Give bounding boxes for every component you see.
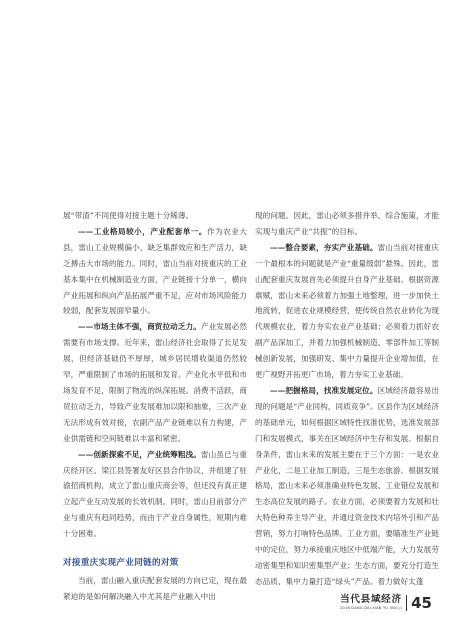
section-heading: 对接重庆实现产业同链的对策 [63, 558, 179, 569]
page-number: 45 [411, 594, 432, 612]
paragraph: 现的问题。因此，雷山必须多措并举、综合施策，才能实现与重庆产业“共振”的目标。 [255, 211, 439, 236]
paragraph [63, 447, 247, 542]
magazine-brand [340, 594, 402, 611]
paragraph-body: 雷山当前对接重庆一个最根本的问题就是产业“重量级弱”悬殊。因此，雷山配套重庆发展首先必须提升自身产业基础。根据资源禀赋，雷山未来必须着力加强土地整理，进一步加快土地流转，促进农业规模经营，使传统自然农业转化为现代规模农业，着力夯实农业产业基础；必须着力抓好农副产品深加工，并着力加强机械制造、零部件加工等制械创新发展，加强研发、集中力量提升企业增加值，在更广视野开拓更广市场，着力夯实工业基础。 [255, 242, 440, 380]
paragraph: 展“带渣”不同使得对接主题十分稀薄。 [63, 211, 194, 220]
paragraph-body: 雷山虽已与重庆经开区、梁江县签署友好区县合作协议，并组建了驻渝招商机构，成立了雷山重庆商会等，但还没有真正建立起产业互动发展的长效机制。同时，雷山目前部分产业与重庆有趋同趋势，而由于产业自身属性，短期内难十分困难。 [63, 449, 247, 539]
magazine-subtitle: 2016 DANG DAI XIAN YU JING JI [340, 606, 402, 610]
right-column [255, 208, 439, 590]
paragraph [255, 240, 439, 383]
footer-divider [406, 595, 407, 611]
paragraph [255, 383, 439, 590]
paragraph-lead: ——市场主体不强，商贸拉动乏力。 [78, 322, 201, 332]
left-column [63, 208, 247, 605]
paragraph: 当前，雷山融入重庆配套发展的方向已定，现在最紧迫的是如何解决融入中尤其是产业融入中出 [63, 576, 247, 601]
paragraph-lead: ——把握格局，找准发展定位。 [270, 385, 378, 395]
paragraph-lead: ——工业格局较小，产业配套单一。 [78, 226, 207, 236]
paragraph-body: 产业发展必然需要有市场支撑。近年来，雷山经济社会取得了长足发展，但经济基础仍不厚厚，城乡居民增收渠道仍然较窄，严重限制了市场的拓展和发育。产业化水平低和市场发育不足，限制了物流的纵深拓展。消费不活跃，商贸拉动乏力，导致产业发展难加以限和抽象，三次产业无法形成有效对接，农副产品产业链难以有力构建，产业供需链和空间链难以丰富和紧密。 [63, 322, 247, 443]
magazine-title: 当代县域经济 [340, 594, 402, 605]
page-footer [340, 594, 432, 616]
paragraph-body: 作为农业大县，雷山工业规模偏小、缺乏集群效应和生产活力，缺乏搏击大市场的能力。同时，雷山当前对接重庆的工业基本集中在机械制造业方面，产业链接十分单一，横向产业拓展和纵向产品拓展严重不足，应对市场风险能力较弱，配套发展面窄量小。 [63, 226, 247, 316]
paragraph [63, 224, 247, 319]
paragraph-body: 区域经济最容易出现的问题是“产业同构，同质竞争”。区县作为区域经济的基础单元，如何根据区域特性找准优势，选准发展部门和发展模式，事关在区域经济中生存和发展。根据自身条件，雷山未来的发展主要在于三个方面：一是农业产业化，二是工业加工制造，三是生态旅游。根据发展格局，雷山未来必须准确业特色发展、工业错位发展和生态高位发展的路子。农业方面，必须要着力发展和壮大特色种养主导产业，并通过资金技术内培外引和产品营销，努力打响特色品牌。工业方面，要瞄准生产业链中的定位，努力承接重庆地区中低端产能，大力发展劳动密集型和知识密集型产业；生态方面，要充分打造生态品质、集中力量打造“绿头”产品。着力做好太蓬 [255, 385, 440, 586]
paragraph-lead: ——整合要素，夯实产业基础。 [270, 242, 378, 252]
paragraph-lead: ——创新探索不足，产业统筹粗浅。 [78, 449, 201, 459]
paragraph [63, 319, 247, 446]
